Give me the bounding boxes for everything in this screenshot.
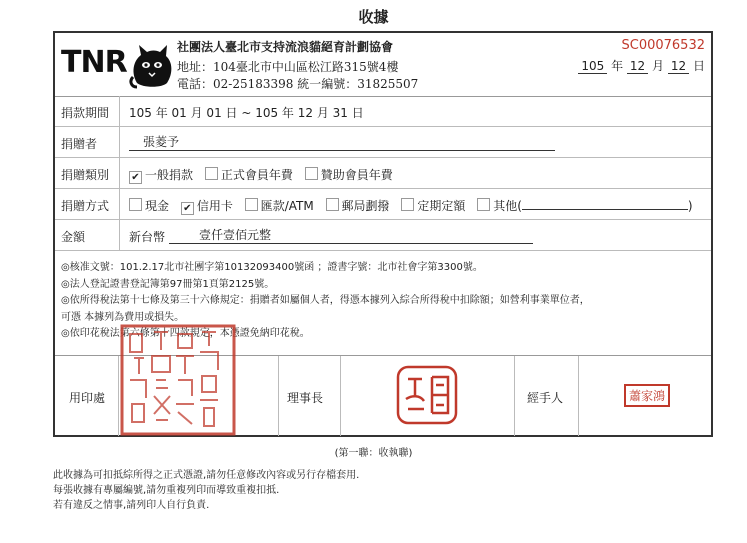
method-option-other[interactable] (477, 199, 692, 213)
category-options (129, 166, 401, 184)
receipt-date (578, 57, 705, 74)
category-option-general[interactable] (129, 168, 193, 182)
amount-currency: 新台幣 (129, 230, 166, 244)
method-option-recurring[interactable] (401, 199, 465, 213)
method-label: 捐贈方式 (61, 199, 110, 213)
document-title: 收據 (358, 8, 389, 26)
receipt-header (55, 33, 711, 97)
option-label: 一般捐款 (145, 168, 194, 182)
category-row (55, 158, 711, 189)
logo-text: TNR (61, 45, 127, 80)
category-option-regular-member[interactable] (205, 168, 293, 182)
date-month: 12 (627, 59, 648, 74)
option-label: 贊助會員年費 (320, 168, 393, 182)
checkbox-checked-icon[interactable]: ✔ (181, 202, 194, 215)
cat-logo-icon (129, 43, 175, 89)
method-option-postal[interactable] (326, 199, 390, 213)
amount-value: 壹仟壹佰元整 (169, 226, 533, 244)
checkbox-icon[interactable] (305, 167, 318, 180)
association-seal-icon (120, 324, 236, 436)
note-line: ◎依所得稅法第十七條及第三十六條規定：捐贈者如屬個人者，得憑本據列入綜合所得稅中扣除額；如營利事業單位者， (61, 295, 590, 306)
chairman-label-cell (279, 356, 341, 436)
org-address: 地址：104臺北市中山區松江路315號4樓 (177, 60, 399, 74)
donor-row (55, 127, 711, 158)
date-day: 12 (668, 59, 689, 74)
checkbox-icon[interactable] (205, 167, 218, 180)
note-line: ◎依印花稅法第六條第十四款規定，本憑證免納印花稅。 (61, 328, 310, 339)
handler-label: 經手人 (527, 391, 564, 405)
checkbox-icon[interactable] (401, 198, 414, 211)
org-phone: 電話：02-25183398 統一編號：31825507 (177, 77, 419, 91)
note-line: ◎核准文號：101.2.17北市社團字第10132093400號函 ；證書字號：北市社會字第3300號。 (61, 262, 483, 273)
checkbox-icon[interactable] (245, 198, 258, 211)
seal-label-cell (55, 356, 119, 436)
method-row (55, 189, 711, 220)
checkbox-icon[interactable] (326, 198, 339, 211)
handler-label-cell (515, 356, 579, 436)
disclaimer-line: 此收據為可扣抵綜所得之正式憑證,請勿任意修改內容或另行存檔套用. (53, 470, 360, 481)
note-line: 可憑 本據列為費用或損失。 (61, 311, 185, 323)
donor-label: 捐贈者 (61, 137, 98, 151)
date-year: 105 (578, 59, 607, 74)
checkbox-icon[interactable] (477, 198, 490, 211)
option-label: 定期定額 (417, 199, 466, 213)
other-blank[interactable] (522, 198, 688, 210)
category-label: 捐贈類別 (61, 168, 110, 182)
amount-label: 金額 (61, 230, 86, 244)
checkbox-icon[interactable] (129, 198, 142, 211)
handler-stamp: 蕭家鴻 (624, 384, 670, 407)
period-value: 105 年 01 月 01 日 ~ 105 年 12 月 31 日 (129, 106, 364, 120)
other-paren-open: ( (517, 199, 522, 213)
method-options (129, 197, 693, 215)
other-paren-close: ) (687, 199, 693, 213)
date-day-unit: 日 (692, 59, 705, 73)
date-year-unit: 年 (611, 59, 624, 73)
method-option-credit-card[interactable] (181, 199, 233, 213)
tnr-logo (61, 43, 169, 87)
org-name: 社團法人臺北市支持流浪貓絕育計劃協會 (177, 40, 394, 54)
amount-row (55, 220, 711, 251)
method-option-cash[interactable] (129, 199, 169, 213)
option-label: 郵局劃撥 (341, 199, 390, 213)
disclaimer-line: 若有違反之情事,請列印人自行負責. (53, 500, 210, 511)
donor-value: 張菱予 (129, 133, 555, 151)
copy-note: (第一聯：收執聯) (334, 448, 413, 459)
receipt-serial: SC00076532 (621, 38, 705, 53)
note-line: ◎法人登記證書登記簿第97冊第1頁第2125號。 (61, 278, 275, 290)
seal-label: 用印處 (69, 391, 106, 405)
method-option-transfer[interactable] (245, 199, 314, 213)
option-label: 現金 (145, 199, 170, 213)
handler-seal-cell (579, 356, 711, 436)
option-label: 正式會員年費 (220, 168, 293, 182)
option-label: 匯款/ATM (260, 199, 314, 213)
disclaimer-line: 每張收據有專屬編號,請勿重複列印而導致重複扣抵. (53, 485, 280, 496)
category-option-sponsor-member[interactable] (305, 168, 393, 182)
chairman-seal-icon (396, 365, 458, 425)
option-label: 其他 (493, 199, 518, 213)
period-row (55, 96, 711, 127)
period-label: 捐款期間 (61, 106, 110, 120)
option-label: 信用卡 (196, 199, 233, 213)
checkbox-checked-icon[interactable]: ✔ (129, 171, 142, 184)
date-month-unit: 月 (652, 59, 665, 73)
chairman-seal-cell (341, 356, 515, 436)
disclaimer-block (53, 468, 359, 513)
chairman-label: 理事長 (287, 391, 324, 405)
